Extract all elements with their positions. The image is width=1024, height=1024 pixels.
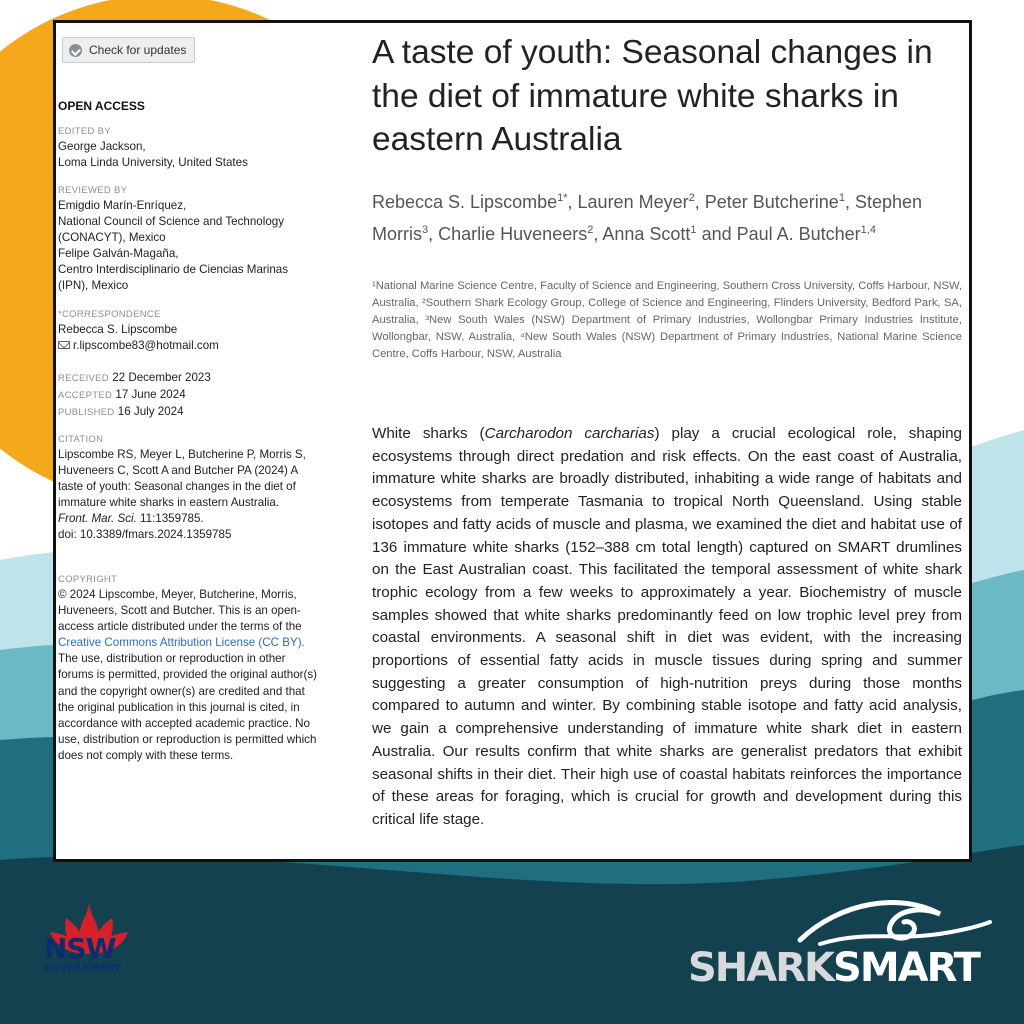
- author-affiliation-marker: 1: [690, 223, 697, 236]
- copyright-section: [58, 573, 323, 764]
- shark-wordmark: SHARK: [688, 945, 834, 991]
- dates-section: [58, 370, 323, 421]
- author-affiliation-marker: 1,4: [860, 223, 876, 236]
- reviewer-affiliation: Centro Interdisciplinario de Ciencias Marinas: [58, 263, 289, 277]
- smart-wordmark: SMART: [833, 945, 979, 991]
- author-name[interactable]: Lauren Meyer: [577, 192, 689, 212]
- citation-section: [58, 433, 323, 544]
- author-name[interactable]: Charlie Huveneers: [438, 223, 588, 244]
- citation-journal: Front. Mar. Sci.: [58, 512, 137, 526]
- reviewer-name: Felipe Galván-Magaña,: [58, 247, 179, 261]
- abstract-text: White sharks (: [372, 425, 485, 442]
- citation-doi[interactable]: doi: 10.3389/fmars.2024.1359785: [58, 528, 232, 542]
- abstract-text: ) play a crucial ecological role, shaping ecosystems through direct predation and risk effects. On the east coast of Australia, immature white sharks are broadly distributed, inhabiting a wide range of habitats and ecosystems from temperate Tasmania to tropical North Queensland. Using stable isotopes and fatty acids of muscle and plasma, we examined the diet and habitat use of 136 immature white sharks (152–388 cm total length) captured on SMART drumlines on the East Australian coast. This facilitated the temporal assessment of white shark trophic ecology from a few weeks to approximately a year. Biochemistry of muscle samples showed that white sharks predominantly feed on low trophic level prey from coastal environments. A seasonal shift in diet was evident, with the increasing proportions of essential fatty acids in muscle tissues during spring and summer suggesting a greater consumption of high-nutrition preys during those months compared to autumn and winter. By combining stable isotope and fatty acid analysis, we gain a comprehensive understanding of immature white shark diet in eastern Australia. Our results confirm that white sharks are generalist predators that exhibit seasonal shifts in their diet. Their high use of coastal habitats reinforces the importance of these areas for foraging, which is crucial for growth and development during this critical life stage.: [372, 425, 962, 828]
- editor-affiliation: Loma Linda University, United States: [58, 156, 248, 170]
- correspondence-email[interactable]: r.lipscombe83@hotmail.com: [73, 339, 219, 353]
- correspondence-name: Rebecca S. Lipscombe: [58, 323, 178, 336]
- reviewer-affiliation: (CONACYT), Mexico: [58, 231, 166, 245]
- author-list: Rebecca S. Lipscombe$^{1*}$, Lauren Meyer$^2$, Peter Butcherine$^1$, Stephen Morris$^3$, Charlie Huveneers$^2$, Anna Scott$^1$ and Paul A. Butcher$^{1,4}$: [372, 192, 923, 244]
- citation-label: CITATION: [58, 434, 104, 445]
- author-name[interactable]: Anna Scott: [602, 223, 691, 244]
- article-sidebar: [56, 23, 326, 859]
- author-name[interactable]: Stephen Morris: [372, 192, 923, 244]
- correspondence-label: *CORRESPONDENCE: [58, 309, 161, 320]
- open-access-label: OPEN ACCESS: [58, 99, 145, 113]
- author-name[interactable]: Peter Butcherine: [704, 192, 839, 212]
- author-affiliation-marker: 2: [587, 223, 594, 236]
- envelope-icon: [58, 341, 70, 349]
- reviewed-by-label: REVIEWED BY: [58, 185, 128, 196]
- correspondence-email-row[interactable]: [58, 338, 323, 354]
- abstract: [372, 423, 962, 832]
- copyright-text: The use, distribution or reproduction in other forums is permitted, provided the original author(s) and the copyright owner(s) are credited and that the original publication in this journal is cited, in accordance with accepted academic practice. No use, distribution or reproduction is permitted which does not comply with these terms.: [58, 652, 318, 762]
- reviewed-by-section: [58, 184, 323, 295]
- edited-by-label: EDITED BY: [58, 126, 111, 137]
- affiliations: ¹National Marine Science Centre, Faculty of Science and Engineering, Southern Cross University, Coffs Harbour, NSW, Australia, ²Southern Shark Ecology Group, College of Science and Engineering, Flinders University, Bedford Park, SA, Australia, ³New South Wales (NSW) Department of Primary Industries, Wollongbar Primary Industries Institute, Wollongbar, NSW, Australia, ⁴New South Wales (NSW) Department of Primary Industries, National Marine Science Centre, Coffs Harbour, NSW, Australia: [372, 280, 962, 361]
- author-name[interactable]: Rebecca S. Lipscombe: [372, 192, 558, 212]
- author-name[interactable]: and Paul A. Butcher: [701, 223, 861, 244]
- check-for-updates-button[interactable]: [62, 37, 195, 63]
- accepted-label: ACCEPTED: [58, 390, 113, 402]
- citation-text: Lipscombe RS, Meyer L, Butcherine P, Morris S, Huveneers C, Scott A and Butcher PA (2024) A taste of youth: Seasonal changes in the diet of immature white sharks in eastern Australia.: [58, 448, 306, 510]
- edited-by-section: [58, 125, 323, 171]
- check-badge-icon: [69, 44, 82, 57]
- copyright-label: COPYRIGHT: [58, 574, 118, 585]
- species-name: Carcharodon carcharias: [484, 425, 655, 442]
- published-label: PUBLISHED: [58, 407, 115, 419]
- citation-volume: 11:1359785.: [136, 512, 204, 526]
- sharksmart-logo: [688, 946, 979, 990]
- author-affiliation-marker: 1*: [557, 192, 568, 204]
- received-label: RECEIVED: [58, 373, 109, 384]
- copyright-text: © 2024 Lipscombe, Meyer, Butcherine, Morris, Huveneers, Scott and Butcher. This is an open-access article distributed under the terms of the: [58, 588, 302, 634]
- government-wordmark: GOVERNMENT: [44, 963, 122, 974]
- nsw-government-logo: [44, 932, 134, 975]
- reviewer-name: Emigdio Marín-Enríquez,: [58, 199, 187, 212]
- editor-name: George Jackson,: [58, 140, 146, 153]
- reviewer-affiliation: (IPN), Mexico: [58, 279, 129, 293]
- paper-screenshot: [53, 20, 972, 862]
- article-title: A taste of youth: Seasonal changes in the diet of immature white sharks in eastern Australia: [372, 34, 933, 158]
- accepted-date: 17 June 2024: [115, 388, 186, 402]
- received-date: 22 December 2023: [112, 371, 211, 384]
- author-affiliation-marker: 3: [422, 223, 429, 236]
- license-link[interactable]: Creative Commons Attribution License (CC BY).: [58, 636, 305, 650]
- reviewer-affiliation: National Council of Science and Technology: [58, 215, 285, 229]
- published-date: 16 July 2024: [117, 405, 184, 419]
- author-affiliation-marker: 1: [838, 192, 845, 204]
- check-for-updates-label: Check for updates: [89, 43, 187, 57]
- correspondence-section: [58, 308, 323, 354]
- author-affiliation-marker: 2: [688, 192, 695, 204]
- nsw-wordmark: NSW: [44, 932, 116, 965]
